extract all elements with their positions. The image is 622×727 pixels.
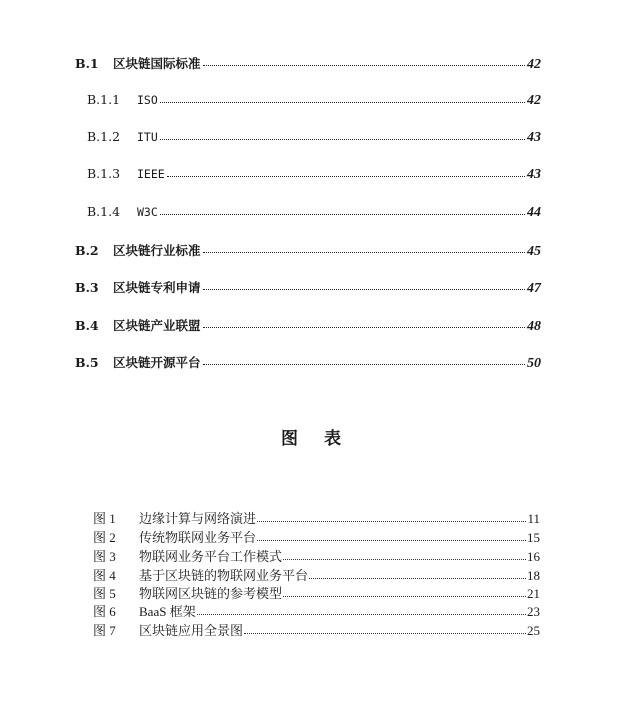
figure-title: 传统物联网业务平台: [139, 530, 257, 545]
toc-title: ITU: [137, 130, 158, 144]
toc-leader: [203, 289, 525, 290]
toc-entry-b1-1[interactable]: [87, 92, 541, 109]
toc-number: B.1.1: [87, 92, 121, 107]
toc-leader: [167, 176, 525, 177]
figure-number: 图 1: [93, 511, 116, 526]
toc-number: B.2: [75, 243, 99, 258]
toc-page: 45: [527, 244, 541, 259]
figure-title: 区块链应用全景图: [139, 623, 244, 638]
toc-entry-b2[interactable]: [75, 241, 541, 260]
toc-number: B.1.2: [87, 129, 121, 144]
toc-leader: [203, 327, 525, 328]
toc-title: 区块链国际标准: [113, 56, 201, 71]
figure-number: 图 4: [93, 568, 116, 583]
toc-title: 区块链开源平台: [113, 355, 201, 370]
toc-number: B.5: [75, 355, 99, 370]
toc-title: 区块链专利申请: [113, 280, 201, 295]
figure-leader: [257, 540, 526, 541]
figure-number: 图 5: [93, 586, 116, 601]
toc-page: 43: [527, 130, 541, 145]
toc-title: IEEE: [137, 167, 165, 181]
figure-title: BaaS 框架: [139, 604, 196, 619]
toc-leader: [160, 214, 525, 215]
toc-number: B.3: [75, 280, 99, 295]
figure-leader: [283, 596, 526, 597]
figure-leader: [257, 521, 526, 522]
figure-number: 图 3: [93, 549, 116, 564]
toc-number: B.1.3: [87, 166, 121, 181]
figure-leader: [197, 614, 526, 615]
figure-entry-4[interactable]: [93, 565, 540, 584]
figure-entry-3[interactable]: [93, 546, 540, 565]
figure-leader: [283, 559, 526, 560]
toc-leader: [203, 252, 525, 253]
figure-number: 图 6: [93, 604, 116, 619]
figure-page: 21: [527, 586, 540, 601]
figure-leader: [309, 578, 526, 579]
figure-number: 图 2: [93, 530, 116, 545]
toc-page: 48: [527, 319, 541, 334]
figure-leader: [244, 633, 526, 634]
toc-number: B.4: [75, 318, 99, 333]
toc-page: 47: [527, 281, 541, 296]
toc-leader: [160, 102, 525, 103]
figure-page: 15: [527, 530, 540, 545]
toc-entry-b1[interactable]: [75, 54, 541, 73]
figure-page: 18: [527, 568, 540, 583]
figure-entry-6[interactable]: [93, 601, 540, 620]
figure-entry-2[interactable]: [93, 527, 540, 546]
figures-heading: 图表: [281, 429, 367, 449]
figure-title: 基于区块链的物联网业务平台: [139, 568, 309, 583]
figure-page: 25: [527, 623, 540, 638]
toc-entry-b3[interactable]: [75, 278, 541, 297]
figure-title: 边缘计算与网络演进: [139, 511, 257, 526]
figure-page: 11: [527, 511, 540, 526]
toc-title: W3C: [137, 205, 158, 219]
figure-number: 图 7: [93, 623, 116, 638]
toc-leader: [203, 65, 525, 66]
toc-leader: [160, 139, 525, 140]
figure-entry-1[interactable]: [93, 508, 540, 527]
toc-entry-b5[interactable]: [75, 353, 541, 372]
toc-page: 42: [527, 93, 541, 108]
toc-entry-b1-2[interactable]: [87, 129, 541, 146]
toc-title: 区块链行业标准: [113, 243, 201, 258]
figure-page: 23: [527, 604, 540, 619]
toc-title: ISO: [137, 93, 158, 107]
toc-page: 42: [527, 57, 541, 72]
toc-number: B.1: [75, 56, 99, 71]
toc-leader: [203, 364, 525, 365]
figure-page: 16: [527, 549, 540, 564]
toc-page: 44: [527, 205, 541, 220]
toc-title: 区块链产业联盟: [113, 318, 201, 333]
toc-number: B.1.4: [87, 204, 121, 219]
toc-page: 43: [527, 167, 541, 182]
toc-entry-b1-4[interactable]: [87, 204, 541, 221]
figure-title: 物联网业务平台工作模式: [139, 549, 283, 564]
figure-entry-7[interactable]: [93, 620, 540, 639]
figure-title: 物联网区块链的参考模型: [139, 586, 283, 601]
toc-page: 50: [527, 356, 541, 371]
toc-entry-b4[interactable]: [75, 316, 541, 335]
figure-entry-5[interactable]: [93, 583, 540, 602]
toc-entry-b1-3[interactable]: [87, 166, 541, 183]
